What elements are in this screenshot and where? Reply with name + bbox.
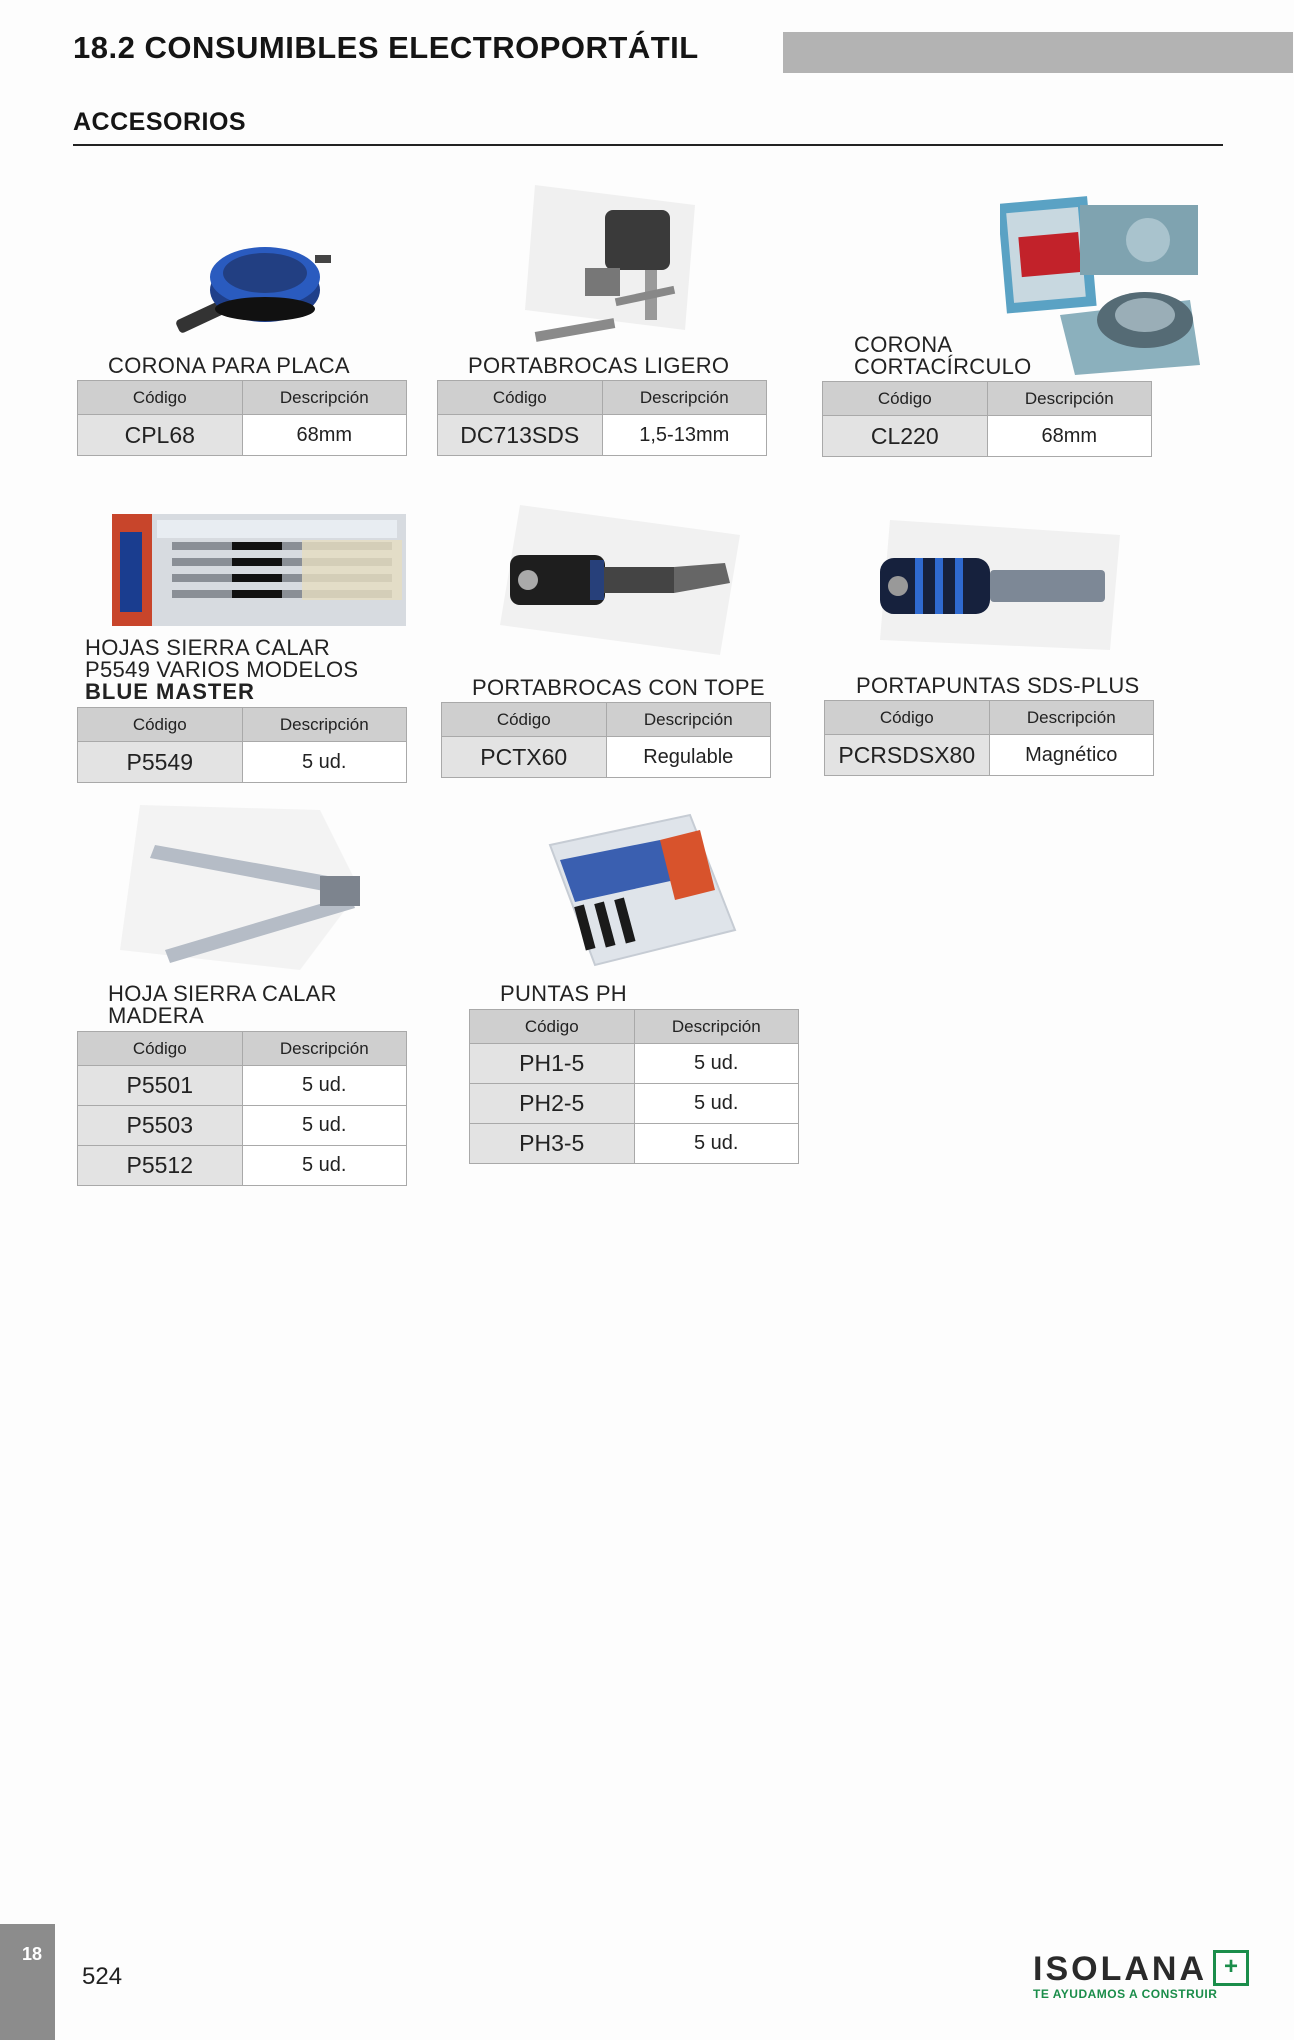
subsection-title: ACCESORIOS bbox=[73, 108, 247, 136]
hole-saw-icon bbox=[170, 215, 335, 345]
table-row bbox=[825, 735, 1154, 776]
product-title-line: CORONA PARA PLACA bbox=[108, 353, 350, 378]
product-table bbox=[441, 702, 771, 778]
product-code: CL220 bbox=[823, 416, 988, 457]
table-row bbox=[78, 415, 407, 456]
product-code: P5503 bbox=[78, 1106, 243, 1146]
code-header: Código bbox=[442, 703, 607, 737]
bit-holder-icon bbox=[480, 495, 750, 665]
product-description: 5 ud. bbox=[242, 1066, 407, 1106]
header-bar bbox=[783, 32, 1293, 73]
table-row bbox=[438, 415, 767, 456]
description-header: Descripción bbox=[242, 381, 407, 415]
product-description: 5 ud. bbox=[634, 1084, 799, 1124]
product-code: PCTX60 bbox=[442, 737, 607, 778]
description-header: Descripción bbox=[989, 701, 1154, 735]
product-code: PCRSDSX80 bbox=[825, 735, 990, 776]
product-description: 5 ud. bbox=[242, 1106, 407, 1146]
product-code: DC713SDS bbox=[438, 415, 603, 456]
section-title: 18.2 CONSUMIBLES ELECTROPORTÁTIL bbox=[73, 30, 699, 65]
logo-name: ISOLANA bbox=[1033, 1950, 1207, 1988]
jigsaw-blades-pack-icon bbox=[112, 512, 406, 628]
product-description: 68mm bbox=[987, 416, 1152, 457]
divider bbox=[73, 144, 1223, 146]
description-header: Descripción bbox=[606, 703, 771, 737]
product-description: 5 ud. bbox=[242, 742, 407, 783]
product-table bbox=[437, 380, 767, 456]
product-title bbox=[854, 334, 1032, 378]
product-title-line: HOJA SIERRA CALAR bbox=[108, 981, 337, 1006]
description-header: Descripción bbox=[242, 708, 407, 742]
description-header: Descripción bbox=[634, 1010, 799, 1044]
product-description: Regulable bbox=[606, 737, 771, 778]
drill-chuck-icon bbox=[515, 180, 705, 345]
product-code: CPL68 bbox=[78, 415, 243, 456]
brand-logo bbox=[1033, 1950, 1249, 2001]
table-row bbox=[470, 1124, 799, 1164]
product-description: 68mm bbox=[242, 415, 407, 456]
page-number: 524 bbox=[82, 1963, 123, 1990]
product-title-line: CORONA bbox=[854, 332, 953, 357]
product-table bbox=[77, 380, 407, 456]
product-table bbox=[77, 1031, 407, 1186]
brand-name: BLUE MASTER bbox=[85, 679, 255, 704]
product-title-line: PORTABROCAS CON TOPE bbox=[472, 675, 765, 700]
product-code: P5501 bbox=[78, 1066, 243, 1106]
table-row bbox=[823, 416, 1152, 457]
code-header: Código bbox=[823, 382, 988, 416]
product-description: 1,5-13mm bbox=[602, 415, 767, 456]
product-title bbox=[856, 675, 1140, 697]
product-title bbox=[468, 355, 729, 377]
product-code: P5549 bbox=[78, 742, 243, 783]
product-title-line: HOJAS SIERRA CALAR bbox=[85, 635, 331, 660]
description-header: Descripción bbox=[602, 381, 767, 415]
product-title bbox=[108, 983, 337, 1027]
chapter-tab bbox=[0, 1924, 55, 2040]
product-code: PH3-5 bbox=[470, 1124, 635, 1164]
product-code: P5512 bbox=[78, 1146, 243, 1186]
product-description: Magnético bbox=[989, 735, 1154, 776]
ph-bits-pack-icon bbox=[520, 810, 745, 975]
product-title-line: P5549 VARIOS MODELOS bbox=[85, 657, 359, 682]
code-header: Código bbox=[825, 701, 990, 735]
product-table bbox=[77, 707, 407, 783]
table-row bbox=[78, 1146, 407, 1186]
table-row bbox=[78, 1066, 407, 1106]
product-title-line: MADERA bbox=[108, 1003, 204, 1028]
product-table bbox=[824, 700, 1154, 776]
code-header: Código bbox=[470, 1010, 635, 1044]
product-code: PH1-5 bbox=[470, 1044, 635, 1084]
logo-slogan: TE AYUDAMOS A CONSTRUIR bbox=[1033, 1987, 1218, 2001]
product-code: PH2-5 bbox=[470, 1084, 635, 1124]
product-title-line: PUNTAS PH bbox=[500, 981, 627, 1006]
code-header: Código bbox=[78, 381, 243, 415]
table-row bbox=[78, 742, 407, 783]
product-title-line: CORTACÍRCULO bbox=[854, 354, 1032, 379]
description-header: Descripción bbox=[242, 1032, 407, 1066]
code-header: Código bbox=[78, 1032, 243, 1066]
sds-bit-holder-icon bbox=[860, 500, 1130, 660]
product-title bbox=[85, 637, 358, 703]
logo-plus-icon: + bbox=[1213, 1950, 1249, 1986]
wood-jigsaw-blades-icon bbox=[100, 800, 370, 975]
product-table bbox=[469, 1009, 799, 1164]
product-description: 5 ud. bbox=[634, 1124, 799, 1164]
table-row bbox=[442, 737, 771, 778]
table-row bbox=[470, 1044, 799, 1084]
description-header: Descripción bbox=[987, 382, 1152, 416]
product-description: 5 ud. bbox=[242, 1146, 407, 1186]
code-header: Código bbox=[438, 381, 603, 415]
product-title-line: PORTABROCAS LIGERO bbox=[468, 353, 730, 378]
product-title bbox=[108, 355, 350, 377]
product-description: 5 ud. bbox=[634, 1044, 799, 1084]
table-row bbox=[78, 1106, 407, 1146]
product-title-line: PORTAPUNTAS SDS-PLUS bbox=[856, 673, 1140, 698]
code-header: Código bbox=[78, 708, 243, 742]
product-table bbox=[822, 381, 1152, 457]
product-title bbox=[472, 677, 765, 699]
table-row bbox=[470, 1084, 799, 1124]
chapter-number: 18 bbox=[22, 1944, 43, 1964]
product-title bbox=[500, 983, 627, 1005]
